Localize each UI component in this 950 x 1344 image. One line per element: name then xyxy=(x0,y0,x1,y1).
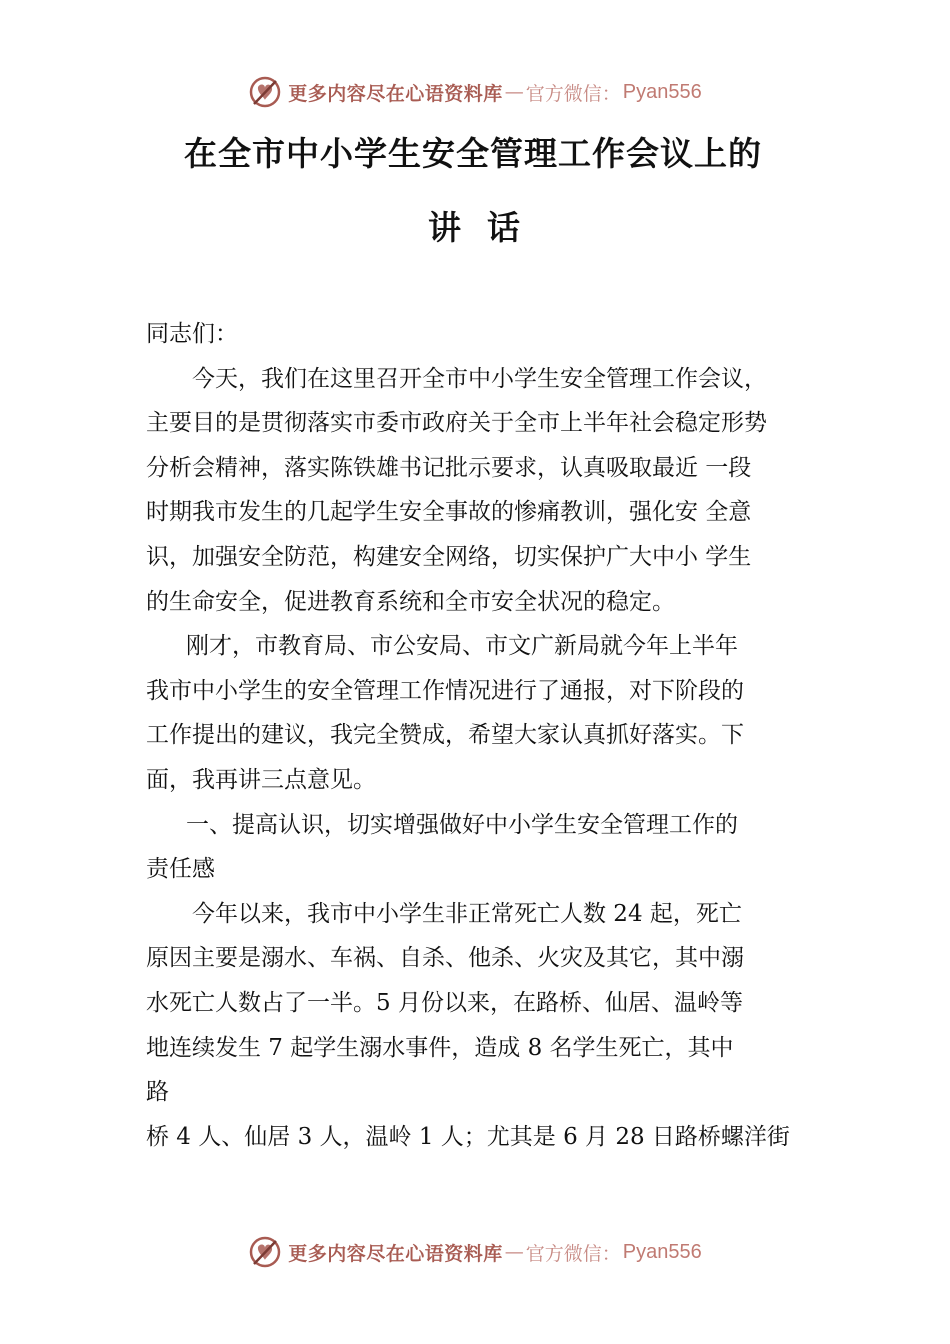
section-heading-cont: 责任感 xyxy=(146,856,215,883)
banner-text: 更多内容尽在心语资料库 xyxy=(288,82,503,105)
pen-heart-logo-icon xyxy=(248,1235,282,1269)
body-line: 面，我再讲三点意见。 xyxy=(146,766,376,793)
body-line: 刚才，市教育局、市公安局、市文广新局就今年上半年 xyxy=(186,633,738,660)
document-title: 在全市中小学生安全管理工作会议上的 xyxy=(184,134,762,173)
banner-wechat-id: Pyan556 xyxy=(622,80,702,103)
document-title-line2: 讲话 xyxy=(428,208,546,247)
body-line: 我市中小学生的安全管理工作情况进行了通报，对下阶段的 xyxy=(146,677,744,704)
banner-separator: — xyxy=(504,1241,524,1263)
body-line: 主要目的是贯彻落实市委市政府关于全市上半年社会稳定形势 xyxy=(146,410,767,437)
banner-text: 更多内容尽在心语资料库 xyxy=(288,1242,503,1265)
banner-wechat-label: 官方微信： xyxy=(525,82,621,105)
body-line: 时期我市发生的几起学生安全事故的惨痛教训，强化安 全意 xyxy=(146,499,752,526)
body-line: 今年以来，我市中小学生非正常死亡人数 24 起，死亡 xyxy=(192,900,742,927)
body-line: 的生命安全，促进教育系统和全市安全状况的稳定。 xyxy=(146,588,675,615)
body-line: 路 xyxy=(146,1079,169,1106)
body-line: 工作提出的建议，我完全赞成，希望大家认真抓好落实。下 xyxy=(146,722,744,749)
footer-watermark-banner xyxy=(0,1230,950,1274)
header-watermark-banner xyxy=(0,70,950,114)
banner-wechat-label: 官方微信： xyxy=(525,1242,621,1265)
pen-heart-logo-icon xyxy=(248,75,282,109)
banner-separator: — xyxy=(504,81,524,103)
body-line: 识，加强安全防范，构建安全网络，切实保护广大中小 学生 xyxy=(146,543,752,570)
body-line: 今天，我们在这里召开全市中小学生安全管理工作会议， xyxy=(192,365,767,392)
body-line: 地连续发生 7 起学生溺水事件，造成 8 名学生死亡，其中 xyxy=(146,1034,734,1061)
body-line: 水死亡人数占了一半。5 月份以来，在路桥、仙居、温岭等 xyxy=(146,989,743,1016)
banner-wechat-id: Pyan556 xyxy=(622,1240,702,1263)
salutation: 同志们： xyxy=(146,321,238,347)
body-line: 分析会精神，落实陈铁雄书记批示要求，认真吸取最近 一段 xyxy=(146,454,752,481)
body-line: 桥 4 人、仙居 3 人，温岭 1 人；尤其是 6 月 28 日路桥螺洋街 xyxy=(146,1123,790,1150)
document-body xyxy=(146,312,836,1159)
body-line: 原因主要是溺水、车祸、自杀、他杀、火灾及其它，其中溺 xyxy=(146,945,744,972)
section-heading: 一、提高认识，切实增强做好中小学生安全管理工作的 xyxy=(186,811,738,838)
